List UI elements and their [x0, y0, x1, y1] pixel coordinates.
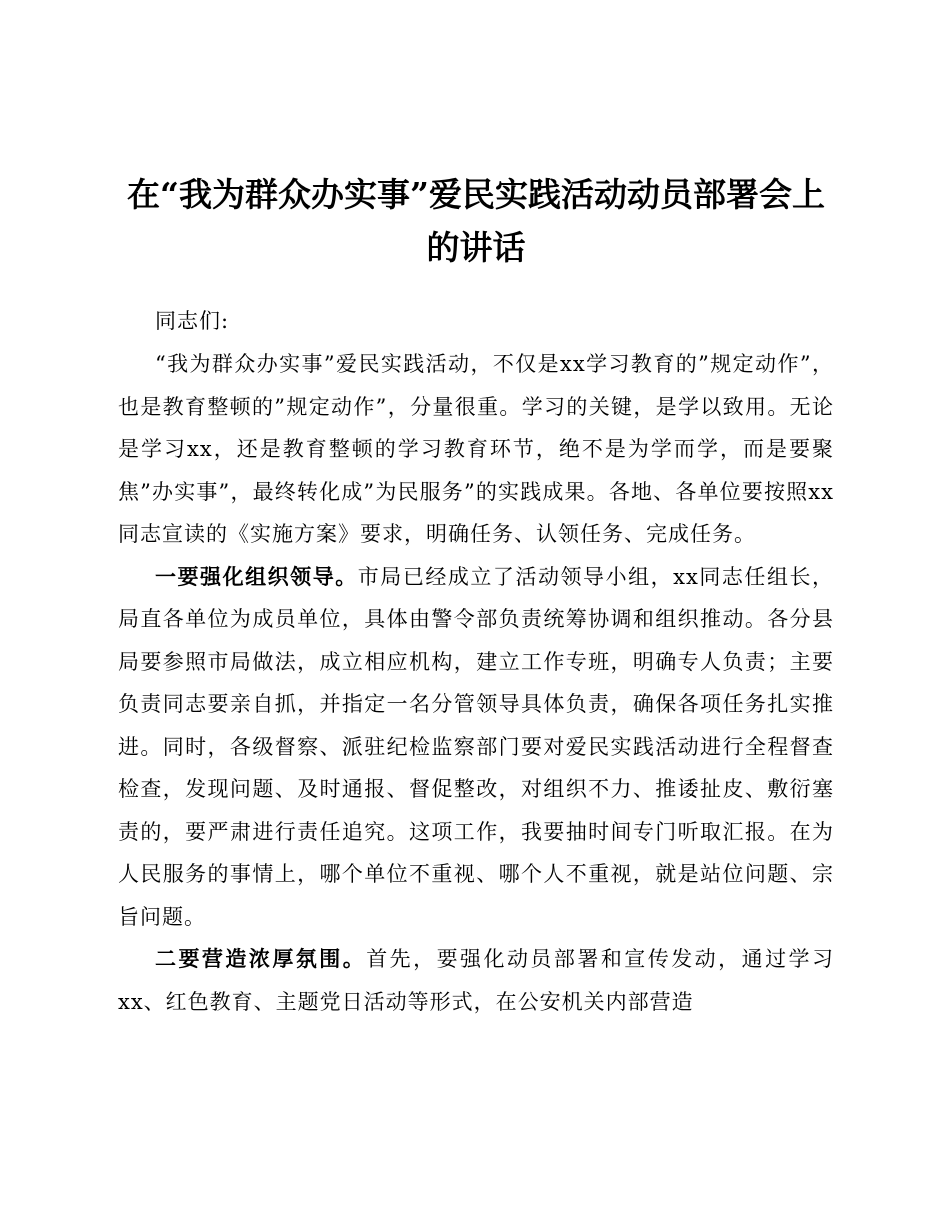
- document-title: 在“我为群众办实事”爱民实践活动动员部署会上的讲话: [127, 175, 825, 267]
- paragraph-text: 首先，要强化动员部署和宣传发动，通过学习xx、红色教育、主题党日活动等形式，在公安机关内部营造: [118, 947, 835, 1014]
- salutation: 同志们:: [155, 309, 230, 333]
- paragraph-intro: [118, 343, 834, 556]
- paragraph-lead: 一要强化组织领导。: [155, 563, 358, 589]
- paragraph-organization: [118, 556, 834, 939]
- paragraph-lead: 二要营造浓厚氛围。: [155, 946, 367, 971]
- paragraph-text: “我为群众办实事”爱民实践活动，不仅是xx学习教育的”规定动作”，也是教育整顿的”规定动作”，分量很重。学习的关键，是学以致用。无论是学习xx，还是教育整顿的学习教育环节，绝不是为学而学，而是要聚焦”办实事”，最终转化成”为民服务”的实践成果。各地、各单位要按照xx同志宣读的《实施方案》要求，明确任务、认领任务、完成任务。: [118, 352, 834, 546]
- paragraph-text: 市局已经成立了活动领导小组，xx同志任组长，局直各单位为成员单位，具体由警令部负责统筹协调和组织推动。各分县局要参照市局做法，成立相应机构，建立工作专班，明确专人负责；主要负责同志要亲自抓，并指定一名分管领导具体负责，确保各项任务扎实推进。同时，各级督察、派驻纪检监察部门要对爱民实践活动进行全程督查检查，发现问题、及时通报、督促整改，对组织不力、推诿扯皮、敷衍塞责的，要严肃进行责任追究。这项工作，我要抽时间专门听取汇报。在为人民服务的事情上，哪个单位不重视、哪个人不重视，就是站位问题、宗旨问题。: [118, 564, 835, 929]
- document-page: [118, 168, 834, 1023]
- paragraph-atmosphere: [118, 938, 834, 1023]
